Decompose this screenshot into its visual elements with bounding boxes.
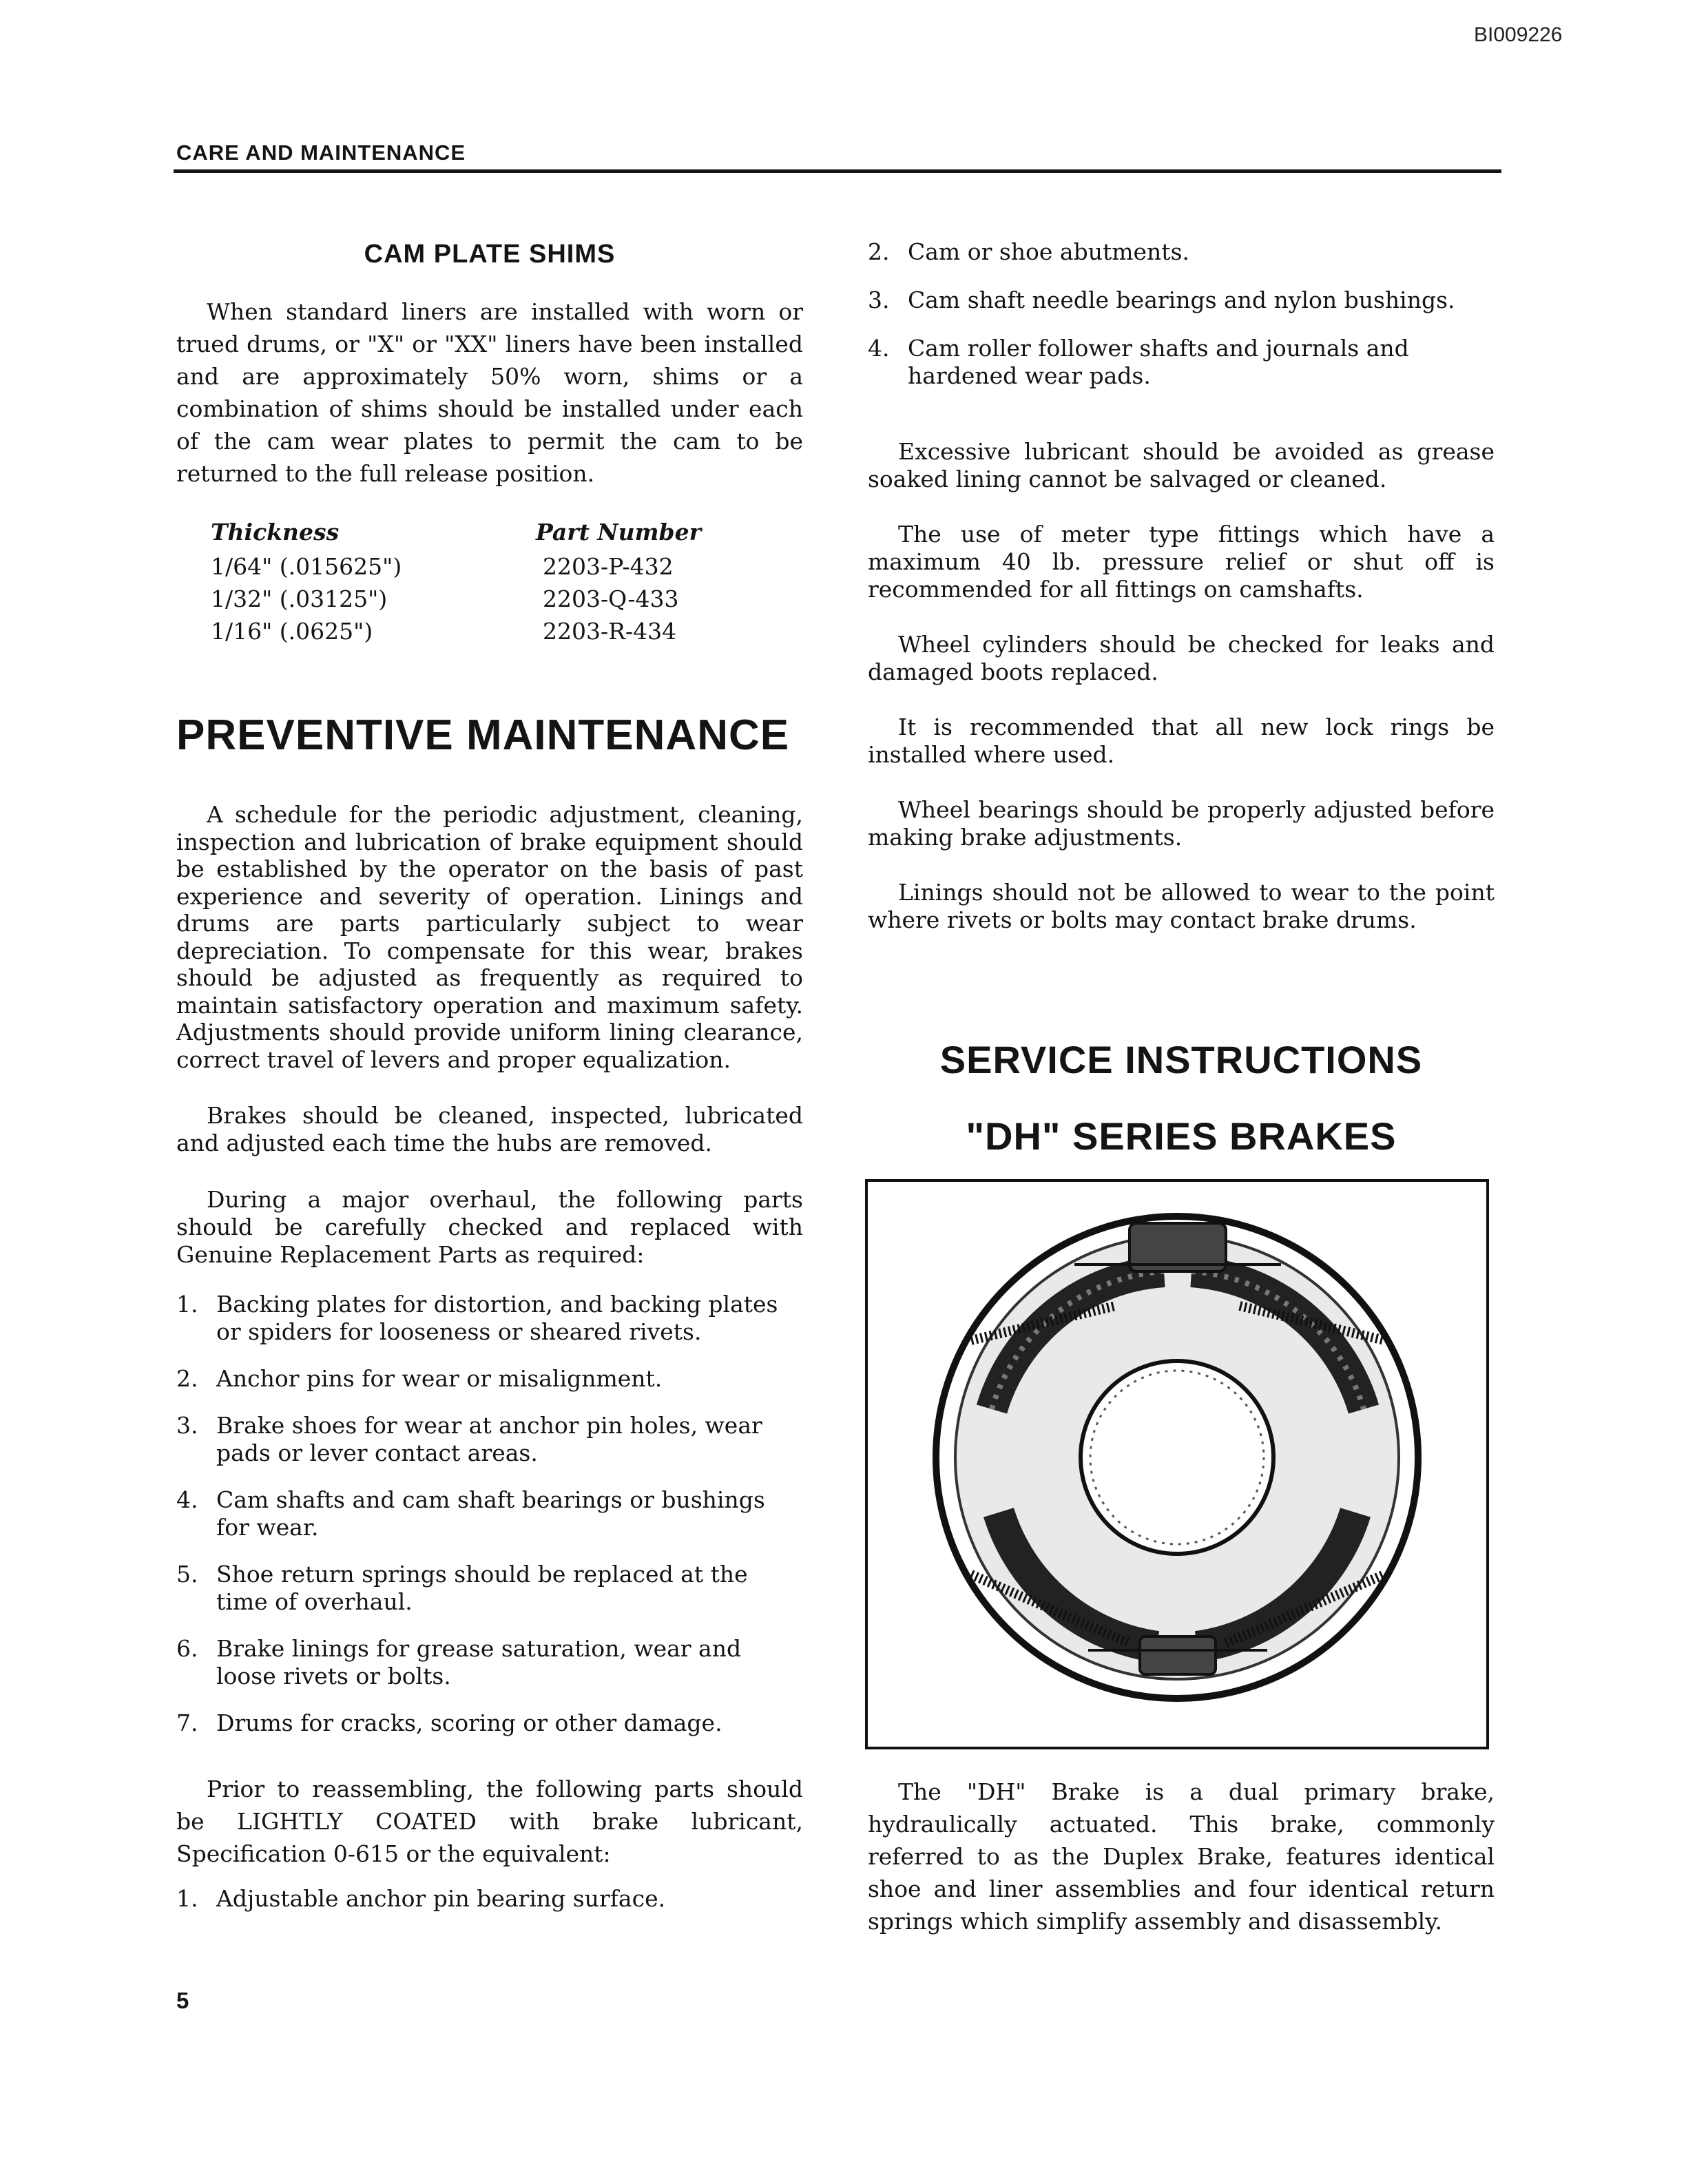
- list-number: 1.: [176, 1885, 198, 1912]
- pm-paragraph-5: Excessive lubricant should be avoided as grease soaked lining cannot be salvaged or cleaned.: [868, 438, 1495, 492]
- list-item: [868, 335, 1495, 390]
- pm-paragraph-8: It is recommended that all new lock rings be installed where used.: [868, 714, 1495, 768]
- list-item-text: Cam or shoe abutments.: [908, 238, 1189, 265]
- pm-paragraph-2: Brakes should be cleaned, inspected, lubricated and adjusted each time the hubs are removed.: [176, 1102, 803, 1156]
- pm-paragraph-9: Wheel bearings should be properly adjusted before making brake adjustments.: [868, 796, 1495, 851]
- list-item-text: Brake linings for grease saturation, wear and loose rivets or bolts.: [216, 1635, 742, 1689]
- document-id: BI009226: [1474, 23, 1563, 46]
- pm-paragraph-3: During a major overhaul, the following parts should be carefully checked and replaced with Genuine Replacement Parts as required:: [176, 1186, 803, 1268]
- list-number: 7.: [176, 1709, 198, 1736]
- thickness-cell: [211, 550, 468, 583]
- list-number: 3.: [176, 1412, 198, 1439]
- list-item-text: Cam roller follower shafts and journals and hardened wear pads.: [908, 335, 1409, 389]
- list-item: [868, 238, 1495, 266]
- left-column: [176, 227, 803, 1932]
- part-number-cell: 2203-Q-433: [543, 585, 679, 612]
- header-rule: [174, 169, 1501, 173]
- thickness-decimal: (.015625"): [279, 553, 402, 580]
- cam-plate-shims-paragraph: When standard liners are installed with worn or trued drums, or "X" or "XX" liners have been installed and are approximately 50% worn, shims or a combination of shims should be installed under each of the cam wear plates to permit the cam to be returned to the full release position.: [176, 298, 803, 487]
- part-number-cell: 2203-R-434: [543, 618, 677, 645]
- thickness-cell: [211, 615, 468, 647]
- caption-paragraph: The "DH" Brake is a dual primary brake, hydraulically actuated. This brake, commonly referred to as the Duplex Brake, features identical shoe and liner assemblies and four identical return springs which simplify assembly and disassembly.: [868, 1778, 1495, 1935]
- lube-parts-list-left: [176, 1885, 803, 1913]
- list-number: 1.: [176, 1291, 198, 1318]
- part-number-cell: 2203-P-432: [543, 553, 674, 580]
- thickness-decimal: (.03125"): [279, 585, 388, 612]
- pm-paragraph-4: Prior to reassembling, the following parts should be LIGHTLY COATED with brake lubricant, Specification 0-615 or the equivalent:: [176, 1776, 803, 1867]
- list-item-text: Shoe return springs should be replaced at the time of overhaul.: [216, 1561, 748, 1615]
- brake-figure: [865, 1179, 1489, 1749]
- list-item-text: Backing plates for distortion, and backing plates or spiders for looseness or sheared rivets.: [216, 1291, 778, 1345]
- list-number: 2.: [868, 238, 890, 265]
- cam-plate-shims-heading: CAM PLATE SHIMS: [364, 240, 616, 269]
- running-header: CARE AND MAINTENANCE: [176, 141, 466, 165]
- list-item: [176, 1885, 803, 1913]
- list-item: [176, 1709, 803, 1737]
- shim-table: [211, 517, 782, 647]
- service-instructions-heading: SERVICE INSTRUCTIONS: [939, 1038, 1423, 1081]
- overhaul-parts-list: [176, 1291, 803, 1737]
- dh-brake-illustration: [868, 1182, 1486, 1747]
- list-item: [176, 1365, 803, 1393]
- lube-parts-list-right: [868, 238, 1495, 390]
- pm-paragraph-1: A schedule for the periodic adjustment, cleaning, inspection and lubrication of brake equipment should be established by the operator on the basis of past experience and severity of operation. Linings and drums are parts particularly subject to wear depreciation. To compensate for this wear, brakes should be adjusted as frequently as required to maintain satisfactory operation and maximum safety. Adjustments should provide uniform lining clearance, correct travel of levers and proper equalization.: [176, 801, 803, 1073]
- thickness-header: Thickness: [211, 519, 340, 545]
- thickness-decimal: (.0625"): [279, 618, 373, 645]
- hub-opening: [1081, 1361, 1273, 1554]
- list-item: [176, 1291, 803, 1346]
- list-item: [176, 1561, 803, 1616]
- pm-paragraph-6: The use of meter type fittings which have a maximum 40 lb. pressure relief or shut off is recommended for all fittings on camshafts.: [868, 521, 1495, 603]
- table-row: [211, 550, 782, 583]
- list-item-text: Anchor pins for wear or misalignment.: [216, 1365, 663, 1392]
- list-number: 6.: [176, 1635, 198, 1662]
- list-item-text: Brake shoes for wear at anchor pin holes, wear pads or lever contact areas.: [216, 1412, 762, 1466]
- preventive-maintenance-heading: PREVENTIVE MAINTENANCE: [176, 711, 790, 759]
- pm-paragraph-10: Linings should not be allowed to wear to the point where rivets or bolts may contact brake drums.: [868, 879, 1495, 933]
- list-item: [868, 287, 1495, 314]
- thickness-fraction: 1/32": [211, 585, 273, 612]
- list-number: 4.: [176, 1486, 198, 1513]
- list-item: [176, 1635, 803, 1690]
- thickness-fraction: 1/16": [211, 618, 273, 645]
- list-item-text: Drums for cracks, scoring or other damage.: [216, 1709, 722, 1736]
- list-item: [176, 1486, 803, 1541]
- thickness-fraction: 1/64": [211, 553, 273, 580]
- list-item-text: Cam shaft needle bearings and nylon bushings.: [908, 287, 1455, 313]
- figure-caption: [868, 1776, 1495, 1937]
- list-number: 5.: [176, 1561, 198, 1588]
- lower-wheel-cylinder: [1140, 1636, 1216, 1674]
- table-row: [211, 583, 782, 615]
- part-number-header: Part Number: [536, 519, 701, 545]
- list-number: 3.: [868, 287, 890, 313]
- list-item: [176, 1412, 803, 1467]
- right-column: [868, 227, 1495, 1158]
- dh-series-heading: "DH" SERIES BRAKES: [966, 1114, 1397, 1158]
- list-item-text: Cam shafts and cam shaft bearings or bushings for wear.: [216, 1486, 765, 1541]
- list-number: 2.: [176, 1365, 198, 1392]
- list-item-text: Adjustable anchor pin bearing surface.: [216, 1885, 666, 1912]
- table-row: [211, 615, 782, 647]
- list-number: 4.: [868, 335, 890, 362]
- shim-table-header-row: [211, 517, 782, 550]
- page-number: 5: [176, 1988, 189, 2013]
- thickness-cell: [211, 583, 468, 615]
- pm-paragraph-7: Wheel cylinders should be checked for leaks and damaged boots replaced.: [868, 631, 1495, 685]
